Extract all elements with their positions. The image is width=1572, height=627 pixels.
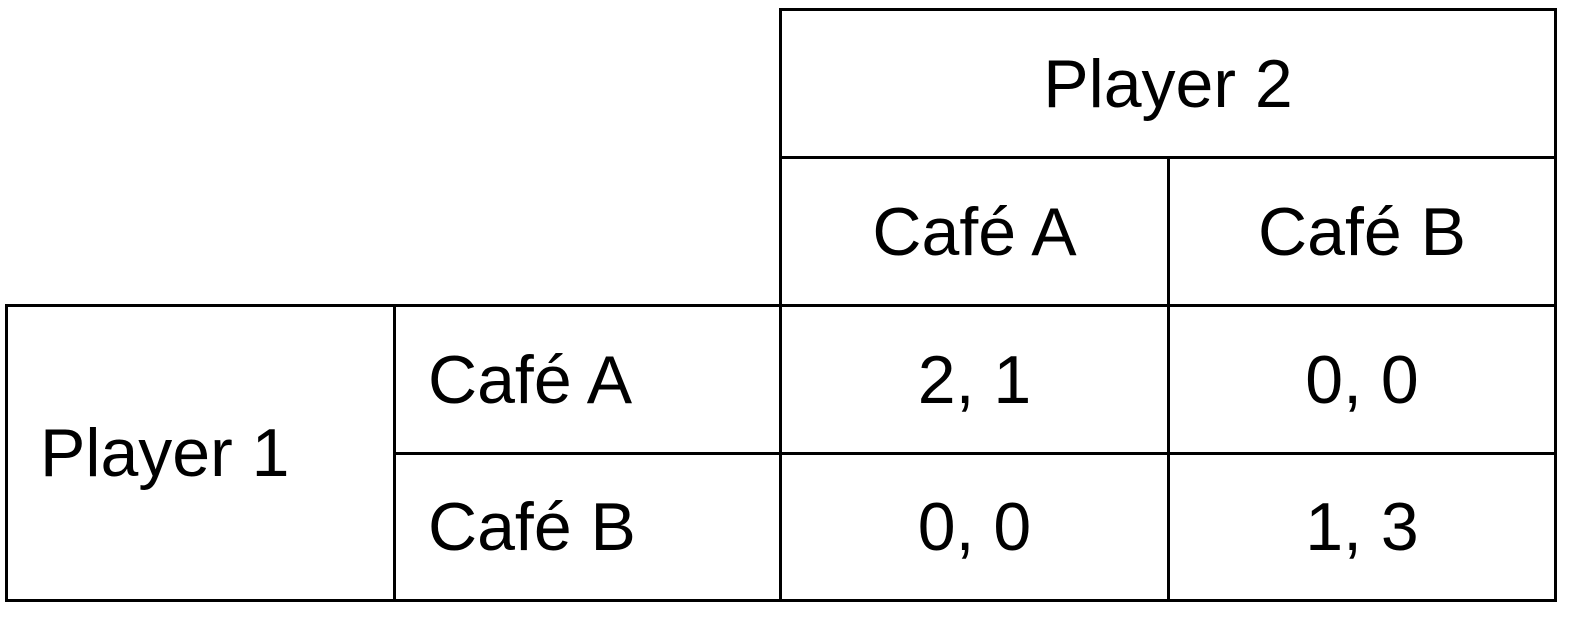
column-strategy-header xyxy=(1167,156,1557,307)
payoff-value: 2, 1 xyxy=(917,341,1032,418)
payoff-value: 1, 3 xyxy=(1305,489,1419,565)
row-player-label: Player 1 xyxy=(40,415,290,491)
row-strategy-header xyxy=(393,452,782,602)
column-strategy-label: Café A xyxy=(872,193,1077,270)
row-strategy-label: Café A xyxy=(428,341,633,418)
column-strategy-label: Café B xyxy=(1258,193,1466,270)
payoff-cell xyxy=(779,304,1170,455)
column-strategy-header xyxy=(779,156,1170,307)
row-strategy-label: Café B xyxy=(428,489,636,565)
row-player-header xyxy=(5,304,396,602)
payoff-cell xyxy=(1167,452,1557,602)
payoff-cell xyxy=(779,452,1170,602)
payoff-value: 0, 0 xyxy=(1305,341,1419,418)
column-player-label: Player 2 xyxy=(1043,45,1293,122)
row-strategy-header xyxy=(393,304,782,455)
payoff-value: 0, 0 xyxy=(917,489,1032,565)
column-player-header xyxy=(779,8,1557,159)
payoff-cell xyxy=(1167,304,1557,455)
